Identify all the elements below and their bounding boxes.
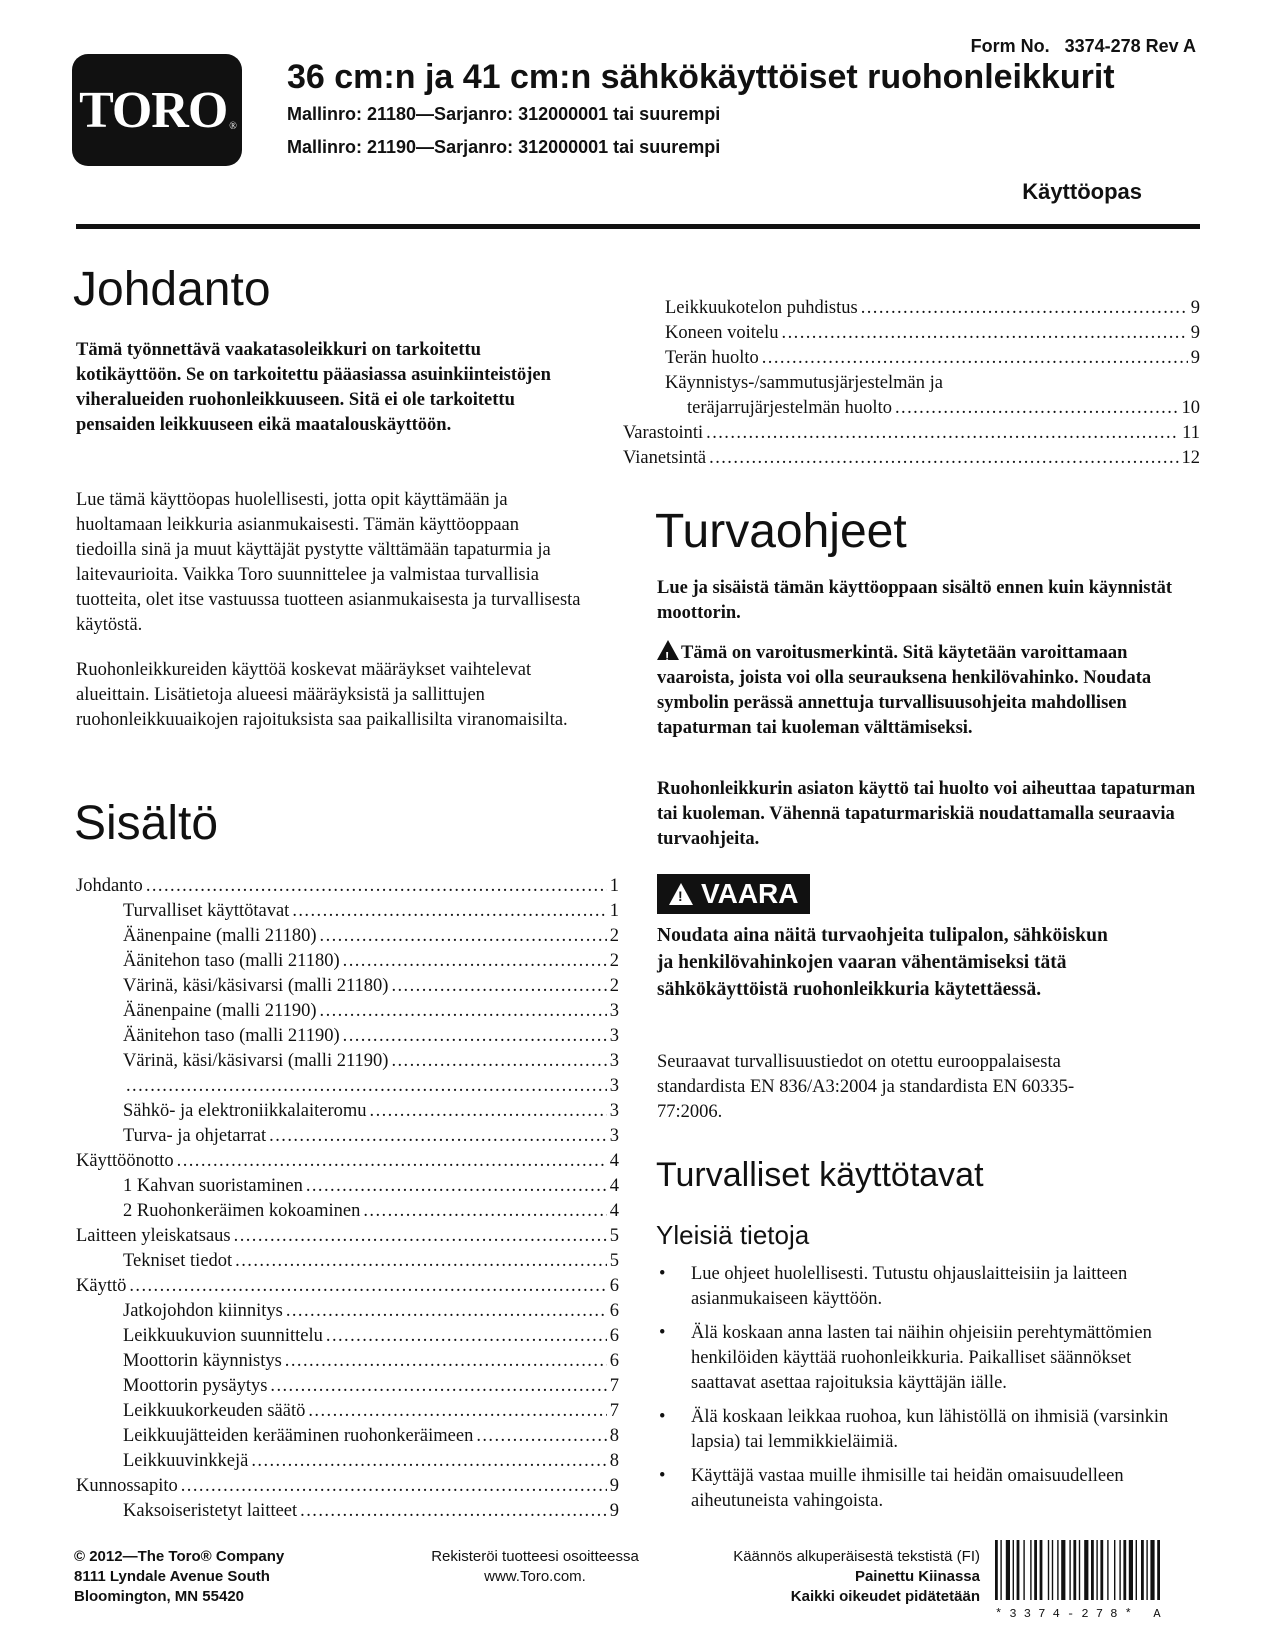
- toc-leader-dots: [306, 1174, 607, 1199]
- toc-entry-title: Leikkuuvinkkejä: [123, 1451, 249, 1471]
- toc-entry-page: 7: [609, 1376, 619, 1396]
- toro-logo: [72, 54, 242, 166]
- toc-entry[interactable]: [76, 924, 619, 949]
- barcode-bar: [1000, 1540, 1001, 1600]
- toc-entry-page: 4: [609, 1151, 619, 1171]
- toc-entry-page: 5: [609, 1251, 619, 1271]
- toc-entry[interactable]: [76, 949, 619, 974]
- toc-entry-page: 6: [609, 1351, 619, 1371]
- toc-leader-dots: [709, 446, 1178, 471]
- toc-entry-page: 6: [609, 1326, 619, 1346]
- barcode-bar: [1146, 1540, 1147, 1600]
- toc-entry-page: 9: [1190, 298, 1200, 318]
- toc-entry-title: Äänitehon taso (malli 21180): [123, 951, 340, 971]
- barcode-bar: [1013, 1540, 1014, 1600]
- toc-entry-title: Leikkuujätteiden kerääminen ruohonkeräimeen: [123, 1426, 474, 1446]
- toc-entry-title: Kunnossapito: [76, 1476, 178, 1496]
- toc-leader-dots: [343, 1024, 607, 1049]
- toc-entry-title: Käyttöönotto: [76, 1151, 174, 1171]
- model-line-2: Mallinro: 21190—Sarjanro: 312000001 tai suurempi: [287, 137, 721, 157]
- toc-entry-title: Moottorin käynnistys: [123, 1351, 282, 1371]
- toc-entry-title: Äänitehon taso (malli 21190): [123, 1026, 340, 1046]
- danger-warning-icon: [669, 883, 693, 905]
- toc-leader-dots: [286, 1299, 607, 1324]
- barcode-bar: [1100, 1540, 1103, 1600]
- toc-leader-dots: [320, 999, 607, 1024]
- toc-entry[interactable]: [76, 1149, 619, 1174]
- toc-leader-dots: [251, 1449, 606, 1474]
- toc-entry-page: 2: [609, 926, 619, 946]
- document-title: 36 cm:n ja 41 cm:n sähkökäyttöiset ruohonleikkurit: [287, 58, 1115, 96]
- model-line-1: Mallinro: 21180—Sarjanro: 312000001 tai suurempi: [287, 104, 721, 124]
- safe-operation-heading: Turvalliset käyttötavat: [656, 1156, 984, 1194]
- toc-entry-title: Terän huolto: [665, 348, 759, 368]
- barcode-bar: [1136, 1540, 1137, 1600]
- barcode-bar: [1091, 1540, 1094, 1600]
- barcode-bar: [995, 1540, 998, 1600]
- toc-entry-page: 9: [609, 1501, 619, 1521]
- toc-leader-dots: [326, 1324, 607, 1349]
- standards-text: Seuraavat turvallisuustiedot on otettu eurooppalaisesta standardista EN 836/A3:2004 ja standardista EN 60335-77:2006.: [657, 1052, 1075, 1122]
- document-type: Käyttöopas: [1022, 179, 1142, 204]
- toc-entry-title: Värinä, käsi/käsivarsi (malli 21190): [123, 1051, 389, 1071]
- barcode-bar: [1069, 1540, 1070, 1600]
- toc-entry-title: Värinä, käsi/käsivarsi (malli 21180): [123, 976, 389, 996]
- barcode-bar: [1017, 1540, 1020, 1600]
- toc-entry[interactable]: [76, 1299, 619, 1324]
- toc-entry-title: 1 Kahvan suoristaminen: [123, 1176, 303, 1196]
- toc-leader-dots: [270, 1374, 606, 1399]
- toc-entry-page: 4: [609, 1176, 619, 1196]
- safety-paragraph-1: Lue ja sisäistä tämän käyttöoppaan sisältö ennen kuin käynnistät moottorin.: [657, 578, 1173, 623]
- toc-entry[interactable]: [76, 899, 619, 924]
- toc-entry-page: 6: [609, 1276, 619, 1296]
- barcode-bar: [1114, 1540, 1115, 1600]
- toc-leader-dots: [234, 1224, 607, 1249]
- barcode-bar: [1123, 1540, 1126, 1600]
- toc-entry[interactable]: [76, 1449, 619, 1474]
- toc-entry[interactable]: [76, 874, 619, 899]
- safety-bullet: • Älä koskaan anna lasten tai näihin ohjeisiin perehtymättömien henkilöiden käyttää ruohonleikkuria. Paikalliset säännökset saattavat asettaa rajoituksia käyttäjän iälle.: [657, 1321, 1197, 1396]
- toc-entry[interactable]: [76, 1374, 619, 1399]
- toc-entry[interactable]: [623, 446, 1200, 471]
- intro-paragraph-2: Ruohonleikkureiden käyttöä koskevat määräykset vaihtelevat alueittain. Lisätietoja alueesi määräyksistä ja sallittujen ruohonleikkuuaikojen rajoituksista saa paikallisilta viranomaisilta.: [76, 660, 568, 730]
- toc-leader-dots: [235, 1249, 607, 1274]
- toc-leader-dots: [146, 874, 607, 899]
- warning-triangle-icon: [657, 640, 679, 660]
- toc-entry[interactable]: [76, 1399, 619, 1424]
- toc-entry-title: Tekniset tiedot: [123, 1251, 233, 1271]
- toc-entry[interactable]: [76, 1074, 619, 1099]
- toc-entry-page: 6: [609, 1301, 619, 1321]
- footer-mid-line: www.Toro.com.: [484, 1568, 586, 1585]
- toc-entry[interactable]: [76, 974, 619, 999]
- toc-entry-title: Laitteen yleiskatsaus: [76, 1226, 231, 1246]
- toc-entry[interactable]: [76, 1124, 619, 1149]
- barcode-bar: [1006, 1540, 1010, 1600]
- toc-entry[interactable]: [76, 1424, 619, 1449]
- logo-text: TORO: [79, 81, 228, 139]
- logo-registered-mark: ®: [229, 120, 237, 132]
- toc-entry[interactable]: [76, 999, 619, 1024]
- danger-text: Noudata aina näitä turvaohjeita tulipalon, sähköiskun ja henkilövahinkojen vaaran vähentämiseksi tätä sähkökäyttöistä ruohonleikkuria käytettäessä.: [657, 925, 1108, 1000]
- toc-leader-dots: [391, 1049, 606, 1074]
- toc-entry-page: 1: [609, 901, 619, 921]
- toc-leader-dots: [320, 924, 607, 949]
- barcode-bar: [1119, 1540, 1120, 1600]
- toc-entry[interactable]: [623, 396, 1200, 421]
- barcode-bar: [1079, 1540, 1080, 1600]
- toc-entry[interactable]: [623, 321, 1200, 346]
- barcode-bar: [1057, 1540, 1058, 1600]
- toc-entry-title: Johdanto: [76, 876, 143, 896]
- toc-entry-title: Käyttö: [76, 1276, 127, 1296]
- toc-entry-page: 8: [609, 1426, 619, 1446]
- toc-entry-title: teräjarrujärjestelmän huolto: [687, 398, 892, 418]
- safety-alert-text: Tämä on varoitusmerkintä. Sitä käytetään varoittamaan vaaroista, joista voi olla seurauksena henkilövahinko. Noudata symbolin perässä annettuja turvallisuusohjeita mahdollisen tapaturman tai kuoleman välttämiseksi.: [657, 643, 1152, 738]
- toc-entry-page: 12: [1181, 448, 1200, 468]
- toc-leader-dots: [363, 1199, 606, 1224]
- toc-entry[interactable]: [76, 1499, 619, 1524]
- toc-entry-page: 11: [1182, 423, 1200, 443]
- toc-entry[interactable]: [76, 1324, 619, 1349]
- toc-leader-dots: [861, 296, 1188, 321]
- footer-right-line: Painettu Kiinassa: [854, 1568, 980, 1585]
- footer-left-line: Bloomington, MN 55420: [74, 1588, 245, 1605]
- toc-leader-dots: [895, 396, 1179, 421]
- footer-right-line: Käännös alkuperäisestä tekstistä (FI): [733, 1548, 980, 1565]
- footer-right-line: Kaikki oikeudet pidätetään: [790, 1588, 980, 1605]
- barcode-bar: [1084, 1540, 1088, 1600]
- barcode-bar: [1073, 1540, 1076, 1600]
- toc-entry-title: Turvalliset käyttötavat: [123, 901, 290, 921]
- toc-entry-title: 2 Ruohonkeräimen kokoaminen: [123, 1201, 361, 1221]
- toc-leader-dots: [391, 974, 606, 999]
- toc-leader-dots: [129, 1274, 606, 1299]
- toc-entry-page: 3: [609, 1126, 619, 1146]
- footer-copyright: [74, 1547, 284, 1607]
- toc-entry[interactable]: [76, 1024, 619, 1049]
- toc-entry-page: 9: [1190, 323, 1200, 343]
- toc-leader-dots: [292, 899, 606, 924]
- safety-paragraph-3: Ruohonleikkurin asiaton käyttö tai huolto voi aiheuttaa tapaturman tai kuoleman. Vähennä tapaturmariskiä noudattamalla seuraavia turvaohjeita.: [657, 779, 1196, 849]
- toc-entry[interactable]: [76, 1049, 619, 1074]
- toc-entry-title: Äänenpaine (malli 21190): [123, 1001, 317, 1021]
- toc-entry-page: 8: [609, 1451, 619, 1471]
- safety-bullet: • Älä koskaan leikkaa ruohoa, kun lähistöllä on ihmisiä (varsinkin lapsia) tai lemmikkieläimiä.: [657, 1405, 1197, 1455]
- toc-entry[interactable]: [623, 421, 1200, 446]
- barcode: [995, 1540, 1195, 1620]
- footer-registration: [410, 1547, 660, 1587]
- toc-entry[interactable]: [76, 1349, 619, 1374]
- toc-entry[interactable]: [76, 1199, 619, 1224]
- barcode-bars: [995, 1540, 1195, 1602]
- intro-paragraph-1: Lue tämä käyttöopas huolellisesti, jotta opit käyttämään ja huoltamaan leikkuria asianmukaisesti. Tämän käyttöoppaan tiedoilla sinä ja muut käyttäjät pystytte välttämään tapaturmia ja laitevaurioita. Vaikka Toro suunnittelee ja valmistaa turvallisia tuotteita, olet itse vastuussa tuotteen asianmukaisesta ja turvallisesta käytöstä.: [76, 490, 581, 635]
- toc-entry-title: Moottorin pysäytys: [123, 1376, 268, 1396]
- toc-entry[interactable]: [76, 1174, 619, 1199]
- toc-entry[interactable]: [76, 1224, 619, 1249]
- toc-entry-title: Leikkuukorkeuden säätö: [123, 1401, 306, 1421]
- toc-leader-dots: [343, 949, 607, 974]
- toc-entry-title: Jatkojohdon kiinnitys: [123, 1301, 283, 1321]
- footer-left-line: © 2012—The Toro® Company: [74, 1548, 285, 1565]
- barcode-bar: [1107, 1540, 1108, 1600]
- toc-leader-dots: [181, 1474, 607, 1499]
- toc-entry-page: 1: [609, 876, 619, 896]
- toc-entry[interactable]: [76, 1249, 619, 1274]
- toc-leader-dots: [300, 1499, 607, 1524]
- toc-entry-page: 3: [609, 1026, 619, 1046]
- barcode-bar: [1150, 1540, 1154, 1600]
- footer-translation-info: [700, 1547, 980, 1607]
- toc-left-list: [76, 874, 619, 1524]
- toc-entry-title: Vianetsintä: [623, 448, 707, 468]
- toc-entry-title: Äänenpaine (malli 21180): [123, 926, 317, 946]
- toc-leader-dots: [782, 321, 1188, 346]
- toc-entry-title: Koneen voitelu: [665, 323, 779, 343]
- toc-entry-page: 3: [609, 1101, 619, 1121]
- toc-entry[interactable]: [76, 1274, 619, 1299]
- danger-label: [657, 874, 810, 914]
- toc-entry[interactable]: [76, 1099, 619, 1124]
- barcode-bar: [1129, 1540, 1133, 1600]
- safety-bullet: • Käyttäjä vastaa muille ihmisille tai heidän omaisuudelleen aiheutuneista vahingoista.: [657, 1464, 1197, 1514]
- toc-leader-dots: [370, 1099, 607, 1124]
- toc-entry-page: 10: [1181, 398, 1200, 418]
- toc-entry-page: 3: [609, 1001, 619, 1021]
- toc-leader-dots: [762, 346, 1188, 371]
- toc-entry-page: 7: [609, 1401, 619, 1421]
- header-divider: [76, 224, 1200, 229]
- barcode-text: * 3 3 7 4 - 2 7 8 * A: [995, 1607, 1161, 1621]
- toc-entry-page: 3: [609, 1051, 619, 1071]
- barcode-bar: [1141, 1540, 1144, 1600]
- toc-entry-title: Varastointi: [623, 423, 704, 443]
- toc-entry-page: 3: [609, 1076, 619, 1096]
- general-info-heading: Yleisiä tietoja: [656, 1220, 810, 1250]
- toc-entry-title: Turva- ja ohjetarrat: [123, 1126, 267, 1146]
- toc-entry[interactable]: [623, 346, 1200, 371]
- intro-heading: Johdanto: [73, 263, 271, 316]
- barcode-bar: [1061, 1540, 1065, 1600]
- toc-leader-dots: [308, 1399, 606, 1424]
- toc-right-list: [623, 296, 1200, 471]
- safety-alert-paragraph: [657, 640, 1197, 741]
- toc-leader-dots: [476, 1424, 606, 1449]
- toc-entry[interactable]: [623, 371, 1200, 396]
- toc-entry-title: Leikkuukuvion suunnittelu: [123, 1326, 323, 1346]
- danger-label-text: VAARA: [701, 878, 799, 909]
- toc-entry-title: Käynnistys-/sammutusjärjestelmän ja: [665, 373, 943, 393]
- barcode-bar: [1023, 1540, 1024, 1600]
- toc-leader-dots: [126, 1074, 607, 1099]
- toc-entry-page: 2: [609, 976, 619, 996]
- toc-entry[interactable]: [76, 1474, 619, 1499]
- toc-entry-title: Sähkö- ja elektroniikkalaiteromu: [123, 1101, 367, 1121]
- toc-entry-title: Leikkuukotelon puhdistus: [665, 298, 858, 318]
- barcode-bar: [1052, 1540, 1053, 1600]
- toc-leader-dots: [269, 1124, 607, 1149]
- safety-heading: Turvaohjeet: [655, 505, 907, 558]
- safety-bullet: • Lue ohjeet huolellisesti. Tutustu ohjauslaitteisiin ja laitteen asianmukaiseen käyttöön.: [657, 1262, 1197, 1312]
- barcode-bar: [1030, 1540, 1031, 1600]
- toc-leader-dots: [177, 1149, 607, 1174]
- safety-bullet-list: [657, 1262, 1197, 1523]
- intro-bold-paragraph: Tämä työnnettävä vaakatasoleikkuri on tarkoitettu kotikäyttöön. Se on tarkoitettu pääasiassa asuinkiinteistöjen viheralueiden ruohonleikkuuseen. Sitä ei ole tarkoitettu pensaiden leikkuuseen eikä maatalouskäyttöön.: [76, 340, 551, 435]
- toc-entry-title: Kaksoiseristetyt laitteet: [123, 1501, 298, 1521]
- toc-entry-page: 5: [609, 1226, 619, 1246]
- toc-leader-dots: [285, 1349, 607, 1374]
- footer-left-line: 8111 Lyndale Avenue South: [74, 1568, 270, 1585]
- barcode-bar: [1157, 1540, 1160, 1600]
- toc-leader-dots: [706, 421, 1179, 446]
- footer-mid-line: Rekisteröi tuotteesi osoitteessa: [431, 1548, 639, 1565]
- barcode-bar: [1034, 1540, 1037, 1600]
- toc-entry-page: 9: [609, 1476, 619, 1496]
- toc-entry-page: 4: [609, 1201, 619, 1221]
- toc-entry-page: 9: [1190, 348, 1200, 368]
- barcode-bar: [1040, 1540, 1043, 1600]
- toc-entry[interactable]: [623, 296, 1200, 321]
- form-number: Form No. 3374-278 Rev A: [970, 36, 1196, 56]
- toc-entry-page: 2: [609, 951, 619, 971]
- barcode-bar: [1096, 1540, 1097, 1600]
- toc-heading: Sisältö: [74, 797, 219, 850]
- barcode-bar: [1048, 1540, 1049, 1600]
